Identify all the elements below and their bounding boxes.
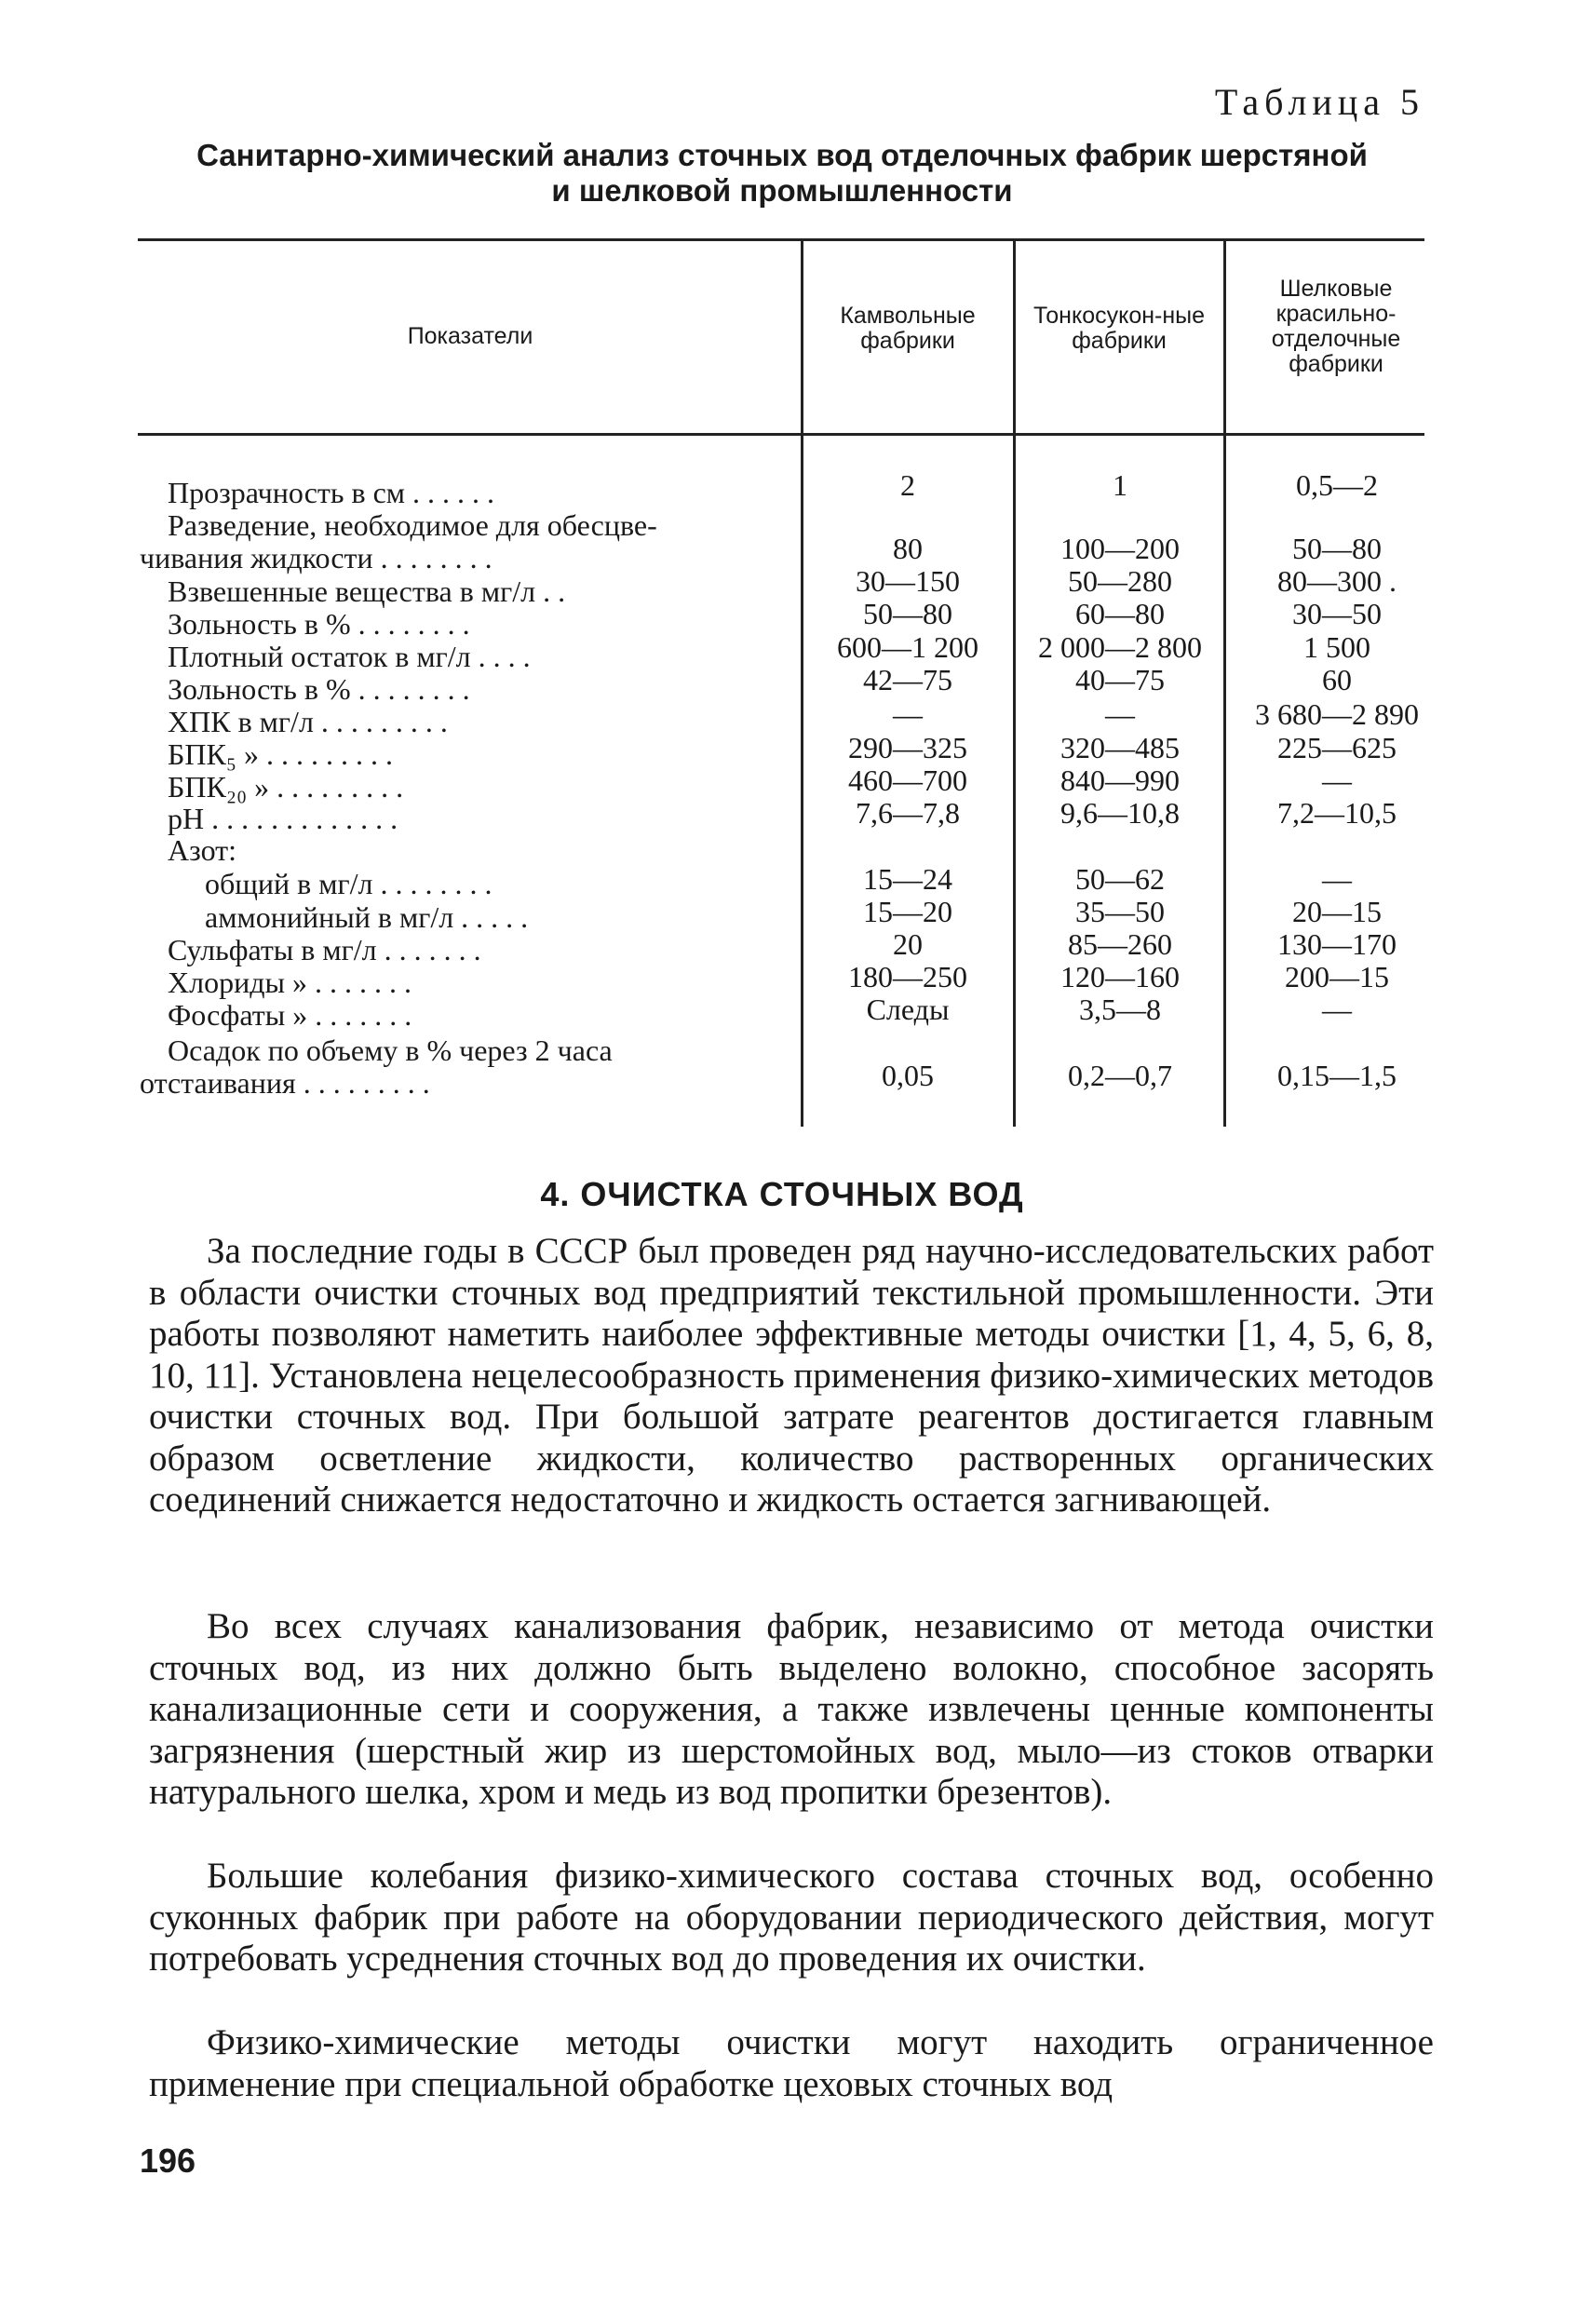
- table-title: [140, 138, 1424, 209]
- paragraph: За последние годы в СССР был проведен ряд научно-исследовательских работ в области очистки сточных вод предприятий текстильной промышленности. Эти работы позволяют наметить наиболее эффективные методы очистки [1, 4, 5, 6, 8, 10, 11]. Установлена нецелесообразность применения физико-химических методов очистки сточных вод. При большой затрате реагентов достигается главным образом осветление жидкости, количество растворенных органических соединений снижается недостаточно и жидкость остается загнивающей.: [149, 1231, 1434, 1520]
- cell-worsted: 50—80: [863, 597, 952, 630]
- cell-fine-cloth: 35—50: [1075, 895, 1165, 928]
- row-label: Плотный остаток в мг/л . . . .: [168, 641, 531, 673]
- cell-fine-cloth: 3,5—8: [1079, 993, 1161, 1026]
- row-label: Сульфаты в мг/л . . . . . . .: [168, 934, 481, 966]
- table-title-line2: и шелковой промышленности: [551, 173, 1013, 208]
- paragraph: Большие колебания физико-химического состава сточных вод, особенно суконных фабрик при работе на оборудовании периодического действия, могут потребовать усреднения сточных вод до проведения их очистки.: [149, 1856, 1434, 1979]
- row-label: Зольность в % . . . . . . . .: [168, 608, 470, 641]
- cell-fine-cloth: 50—62: [1075, 862, 1165, 896]
- cell-silk: 60: [1322, 663, 1352, 696]
- cell-fine-cloth: 85—260: [1068, 927, 1172, 961]
- row-label: Осадок по объему в % через 2 часа: [168, 1034, 613, 1067]
- cell-fine-cloth: 1: [1113, 468, 1127, 502]
- cell-silk: 0,15—1,5: [1277, 1059, 1397, 1092]
- cell-silk: 130—170: [1277, 927, 1397, 961]
- paragraph: Во всех случаях канализования фабрик, независимо от метода очистки сточных вод, из них должно быть выделено волокно, способное засорять канализационные сети и сооружения, а также извлечены ценные компоненты загрязнения (шерстный жир из шерстомойных вод, мыло—из стоков отварки натурального шелка, хром и медь из вод пропитки брезентов).: [149, 1606, 1434, 1812]
- cell-silk: 30—50: [1292, 597, 1382, 630]
- cell-worsted: 42—75: [863, 663, 952, 696]
- header-worsted-mills: Камвольные фабрики: [840, 303, 976, 354]
- cell-silk: 200—15: [1285, 960, 1389, 993]
- cell-fine-cloth: 50—280: [1068, 564, 1172, 598]
- cell-fine-cloth: —: [1105, 697, 1135, 731]
- cell-worsted: 15—24: [863, 862, 952, 896]
- cell-worsted: Следы: [866, 993, 950, 1026]
- row-label: чивания жидкости . . . . . . . .: [140, 542, 493, 574]
- cell-fine-cloth: 100—200: [1060, 532, 1180, 565]
- cell-fine-cloth: 9,6—10,8: [1060, 796, 1180, 830]
- cell-silk: 0,5—2: [1296, 468, 1378, 502]
- row-label: Зольность в % . . . . . . . .: [168, 673, 470, 706]
- cell-worsted: 460—700: [848, 763, 967, 797]
- cell-worsted: 20: [893, 927, 923, 961]
- row-label: Взвешенные вещества в мг/л . .: [168, 575, 566, 608]
- row-label: Хлориды » . . . . . . .: [168, 966, 412, 999]
- cell-worsted: 0,05: [882, 1059, 934, 1092]
- paragraph: Физико-химические методы очистки могут находить ограниченное применение при специальной обработке цеховых сточных вод: [149, 2022, 1434, 2104]
- section-heading: 4. ОЧИСТКА СТОЧНЫХ ВОД: [540, 1175, 1024, 1213]
- header-indicators: Показатели: [407, 323, 533, 349]
- row-label: Фосфаты » . . . . . . .: [168, 999, 412, 1032]
- cell-silk: —: [1322, 763, 1352, 797]
- page-number: 196: [140, 2142, 196, 2180]
- header-silk-dyeing-mills: Шелковые красильно-отделочные фабрики: [1271, 276, 1401, 377]
- cell-fine-cloth: 320—485: [1060, 731, 1180, 764]
- cell-fine-cloth: 40—75: [1075, 663, 1165, 696]
- cell-silk: 7,2—10,5: [1277, 796, 1397, 830]
- cell-silk: 3 680—2 890: [1255, 697, 1419, 731]
- cell-fine-cloth: 840—990: [1060, 763, 1180, 797]
- cell-fine-cloth: 2 000—2 800: [1038, 630, 1202, 664]
- header-fine-cloth-mills: Тонкосукон-ные фабрики: [1032, 303, 1206, 354]
- row-label: Прозрачность в см . . . . . .: [168, 477, 495, 509]
- row-label: аммонийный в мг/л . . . . .: [205, 901, 529, 934]
- cell-worsted: 600—1 200: [837, 630, 978, 664]
- row-label: pH . . . . . . . . . . . . .: [168, 803, 398, 835]
- cell-worsted: 2: [900, 468, 915, 502]
- cell-worsted: 7,6—7,8: [856, 796, 960, 830]
- table-header-rule: [138, 433, 1424, 436]
- cell-worsted: 80: [893, 532, 923, 565]
- cell-silk: 80—300 .: [1277, 564, 1397, 598]
- table-top-rule: [138, 238, 1424, 241]
- cell-silk: 20—15: [1292, 895, 1382, 928]
- cell-worsted: 180—250: [848, 960, 967, 993]
- row-label: отстаивания . . . . . . . . .: [140, 1067, 430, 1100]
- row-label: БПК₂₀ » . . . . . . . . .: [168, 771, 404, 804]
- cell-worsted: —: [893, 697, 923, 731]
- cell-worsted: 30—150: [856, 564, 960, 598]
- cell-fine-cloth: 60—80: [1075, 597, 1165, 630]
- cell-silk: 1 500: [1303, 630, 1370, 664]
- row-label: БПК₅ » . . . . . . . . .: [168, 738, 393, 771]
- cell-silk: —: [1322, 993, 1352, 1026]
- table-title-line1: Санитарно-химический анализ сточных вод отделочных фабрик шерстяной: [196, 138, 1368, 172]
- row-label: Азот:: [168, 834, 237, 867]
- cell-silk: 50—80: [1292, 532, 1382, 565]
- cell-fine-cloth: 120—160: [1060, 960, 1180, 993]
- cell-silk: 225—625: [1277, 731, 1397, 764]
- row-label: ХПК в мг/л . . . . . . . . .: [168, 706, 448, 738]
- cell-worsted: 15—20: [863, 895, 952, 928]
- cell-worsted: 290—325: [848, 731, 967, 764]
- row-label: общий в мг/л . . . . . . . .: [205, 868, 493, 900]
- table-label: Таблица 5: [1214, 81, 1424, 123]
- cell-fine-cloth: 0,2—0,7: [1068, 1059, 1172, 1092]
- row-label: Разведение, необходимое для обесцве-: [168, 509, 657, 542]
- cell-silk: —: [1322, 862, 1352, 896]
